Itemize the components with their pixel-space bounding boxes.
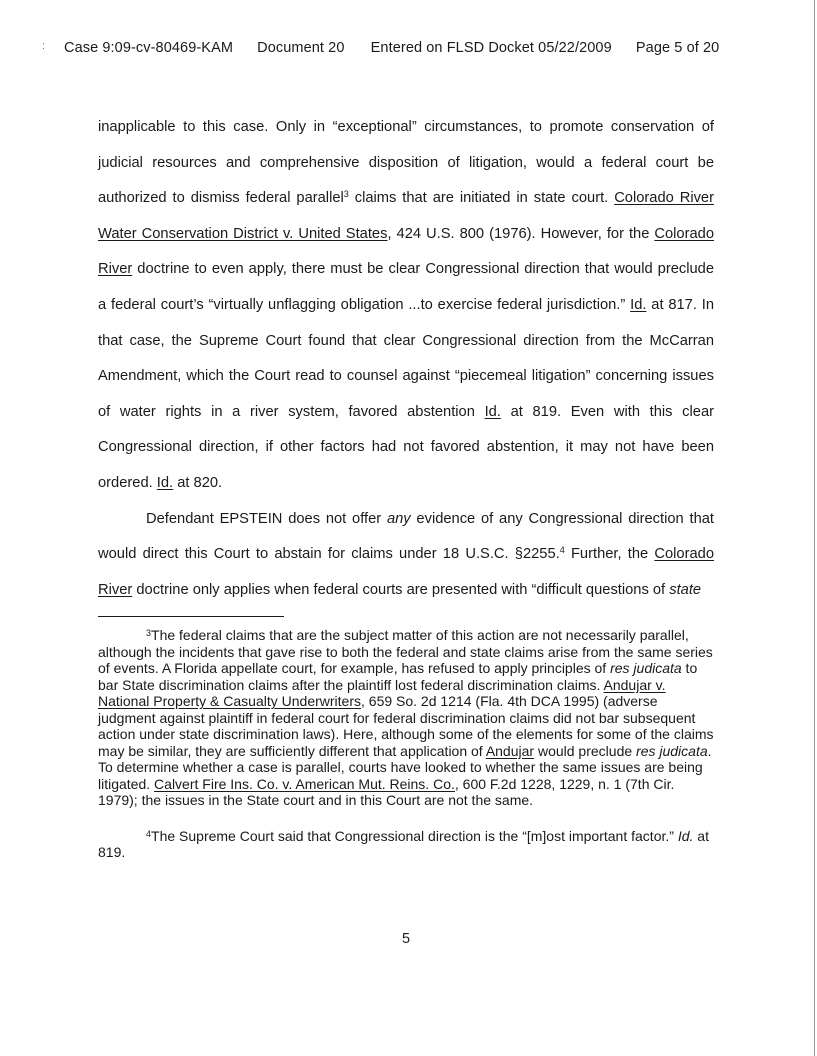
- emphasis: Id.: [677, 827, 694, 844]
- page-number: 5: [402, 931, 411, 947]
- id-citation: Id.: [484, 403, 501, 420]
- text-run: to bar State discrimination claims after the plaintiff lost federal discrimination claims.: [98, 660, 698, 693]
- text-run: , 659 So. 2d 1214 (Fla. 4th DCA 1995) (adverse judgment against plaintiff in federal court for federal discrimination claims did not bar subsequent action under state discrimination laws). Here, although some of the elements for some of the claims may be similar, they are sufficiently different that application of: [98, 693, 714, 759]
- footnote-3: [98, 627, 714, 809]
- footnote-mark: 3: [146, 628, 152, 638]
- footnote-ref-4: 4: [559, 545, 565, 556]
- text-run: at 819. Even with this clear Congressional direction, if other factors had not favored abstention, it may not have been ordered.: [98, 403, 715, 491]
- body-text: [98, 110, 714, 608]
- emphasis: any: [386, 510, 411, 527]
- paragraph-1: [98, 110, 714, 502]
- text-run: Defendant EPSTEIN does not offer: [146, 510, 387, 527]
- text-run: Further, the: [564, 546, 655, 563]
- footnote-divider: [98, 616, 284, 617]
- text-run: , 600 F.2d 1228, 1229, n. 1 (7th Cir. 1979); the issues in the State court and in this Court are not the same.: [98, 775, 675, 808]
- text-run: doctrine only applies when federal courts are presented with “difficult questions of: [132, 581, 670, 598]
- case-citation: Colorado River Water Conservation District v. United States: [98, 190, 714, 242]
- footnote-mark: 4: [146, 828, 152, 839]
- paragraph-2: [98, 502, 714, 609]
- text-run: at 820.: [173, 474, 223, 491]
- text-run: The Supreme Court said that Congressional direction is the “[m]ost important factor.”: [151, 827, 678, 844]
- text-run: at 817. In that case, the Supreme Court found that clear Congressional direction from the McCarran Amendment, which the Court read to counsel against “piecemeal litigation” concerning issues of water rights in a river system, favored abstention: [98, 296, 715, 420]
- text-run: inapplicable to this case. Only in “exceptional” circumstances, to promote conservation of judicial resources and comprehensive disposition of litigation, would a federal court be authorized to dismiss federal parallel: [98, 119, 714, 207]
- text-run: evidence of any Congressional direction that would direct this Court to abstain for claims under 18 U.S.C. §2255.: [98, 510, 714, 563]
- case-citation: Calvert Fire Ins. Co. v. American Mut. Reins. Co.: [154, 775, 455, 792]
- page-count: Page 5 of 20: [635, 40, 720, 56]
- case-citation: Colorado River: [98, 546, 714, 598]
- case-citation: Colorado River: [98, 225, 714, 278]
- text-run: . To determine whether a case is parallel, courts have looked to whether the same issues are being litigated.: [98, 742, 712, 792]
- case-citation: Andujar v. National Property & Casualty Underwriters: [98, 676, 666, 709]
- text-run: , 424 U.S. 800 (1976). However, for the: [387, 225, 655, 242]
- id-citation: Id.: [156, 474, 174, 491]
- emphasis: state: [669, 581, 702, 598]
- text-run: would preclude: [534, 742, 637, 759]
- id-citation: Id.: [630, 296, 647, 313]
- case-citation: Andujar: [485, 742, 535, 759]
- page-edge-line: [814, 0, 815, 1056]
- margin-mark: :: [42, 40, 46, 52]
- emphasis: res judicata: [636, 742, 708, 759]
- emphasis: res judicata: [610, 660, 682, 676]
- footnote-4: [98, 828, 714, 861]
- text-run: at 819.: [98, 827, 709, 860]
- document-number: Document 20: [257, 40, 345, 56]
- case-number: Case 9:09-cv-80469-KAM: [64, 40, 234, 56]
- text-run: claims that are initiated in state court.: [348, 190, 615, 207]
- docket-entry-date: Entered on FLSD Docket 05/22/2009: [370, 40, 612, 56]
- docket-header: [64, 40, 754, 56]
- text-run: The federal claims that are the subject matter of this action are not necessarily parallel, although the incidents that gave rise to both the federal and state claims arise from the same series of events. A Florida appellate court, for example, has refused to apply principles of: [98, 627, 713, 676]
- text-run: doctrine to even apply, there must be clear Congressional direction that would preclude a federal court’s “virtually unflagging obligation ...to exercise federal jurisdiction.”: [98, 261, 714, 313]
- footnote-ref-3: 3: [343, 189, 349, 200]
- footnotes: [98, 627, 714, 861]
